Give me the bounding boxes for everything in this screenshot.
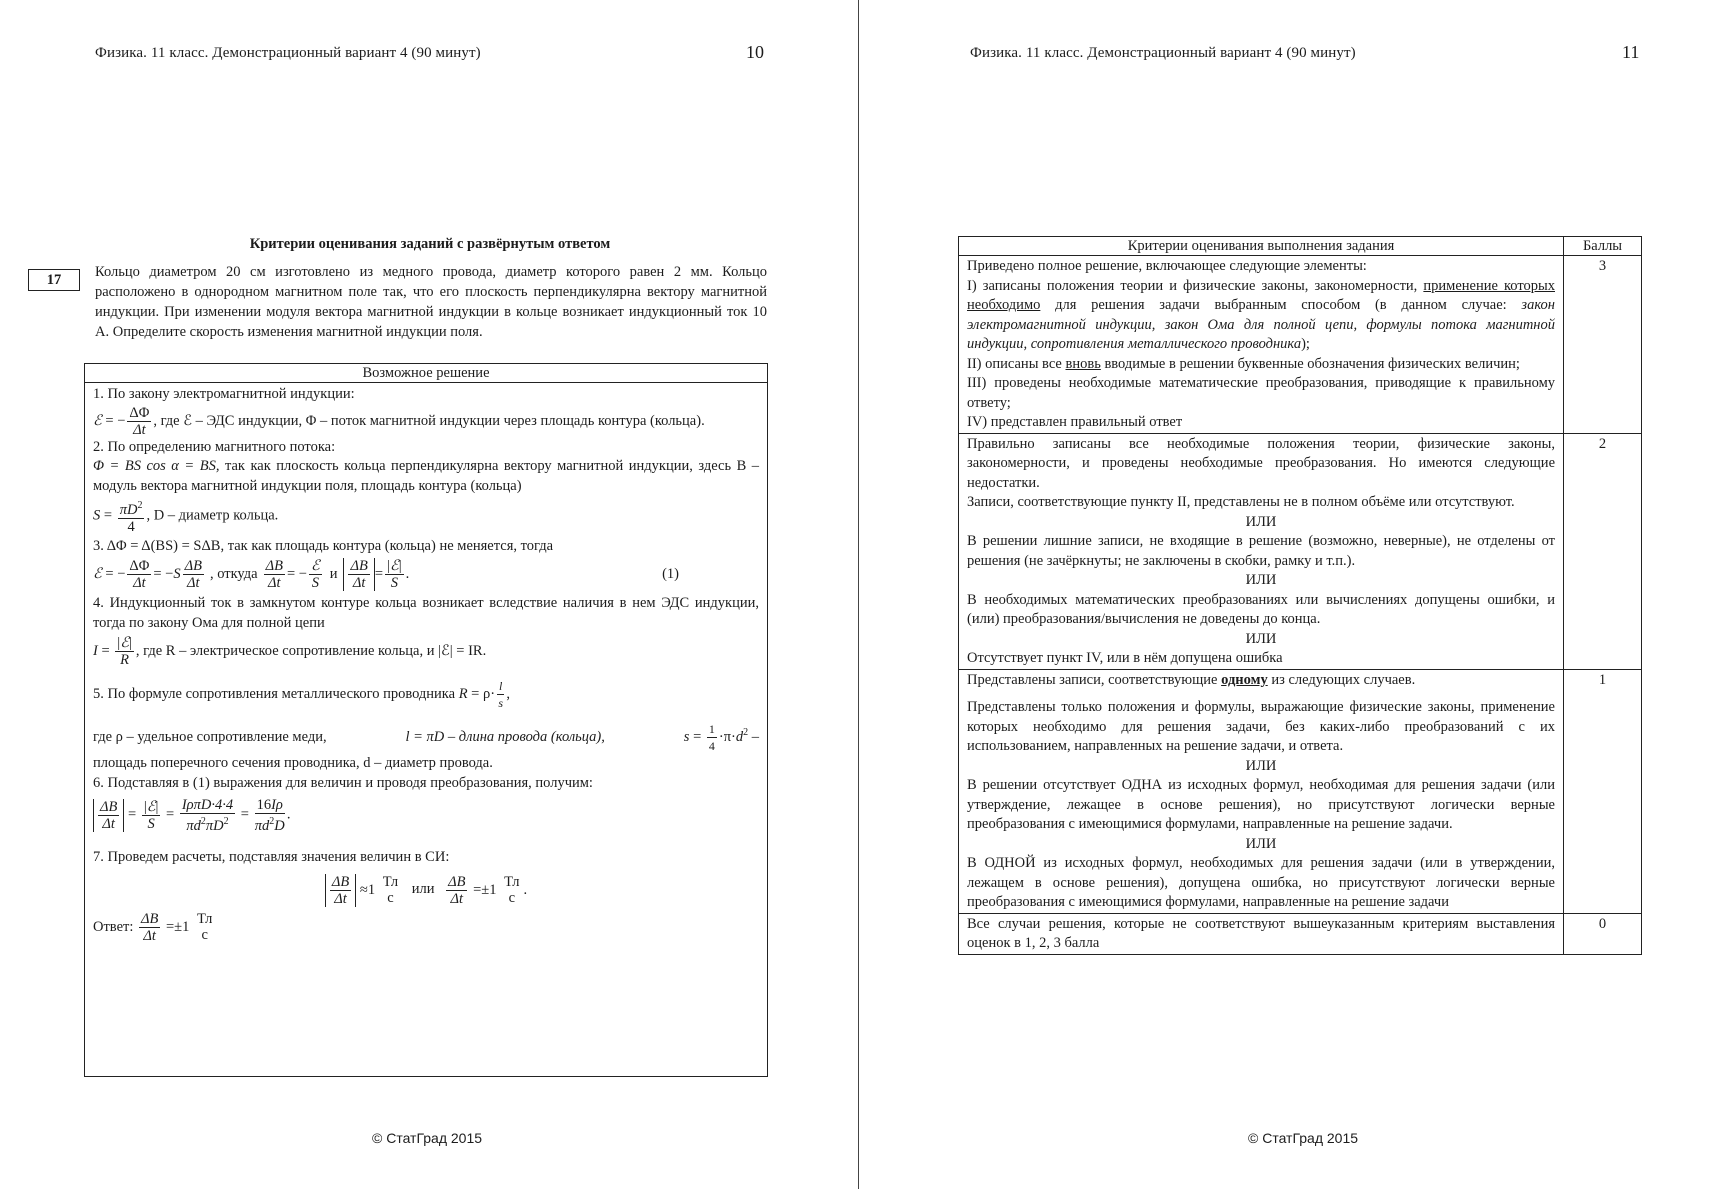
criteria-column-header: Критерии оценивания выполнения задания: [959, 237, 1564, 256]
step-1: 1. По закону электромагнитной индукции:: [93, 386, 355, 402]
section-title: Критерии оценивания заданий с развёрнутым ответом: [249, 236, 611, 252]
step-3: 3. ΔΦ = Δ(BS) = SΔB, так как площадь контура (кольца) не меняется, тогда: [93, 537, 554, 554]
points-column-header: Баллы: [1564, 237, 1642, 256]
criteria-cell-0: Все случаи решения, которые не соответствуют вышеуказанным критериям выставления оценок в 1, 2, 3 балла: [959, 913, 1564, 954]
criteria-cell-1: Представлены записи, соответствующие одному из следующих случаев. Представлены только положения и формулы, выражающие физические законы, применение которых необходимо для решения задачи, без каких-либо преобразований с их использованием, направленных на решение задачи, и ответа. ИЛИ В решении отсутствует ОДНА из исходных формул, необходимая для решения задачи (или утверждение, лежащее в основе решения), но присутствуют логически верные преобразования с имеющимися формулами, направленные на решение задачи. ИЛИ В ОДНОЙ из исходных формул, необходимых для решения задачи (или в утверждении, лежащем в основе решения), допущена ошибка, но присутствуют логически верные преобразования с имеющимися формулами, направленные на решение задачи: [959, 669, 1564, 913]
equation-number: (1): [662, 566, 679, 583]
score-cell: 0: [1564, 913, 1642, 954]
score-cell: 3: [1564, 256, 1642, 434]
page-divider: [858, 0, 859, 1189]
solution-body: [85, 383, 767, 944]
page-footer: © СтатГрад 2015: [1248, 1130, 1359, 1146]
solution-box: [84, 363, 768, 1077]
step-7-formula: $\frac{\Delta B}{\Delta t}$ ≈1 Тл с или $\frac{\Delta B}{\Delta t}$ =±1 Тл с .: [93, 874, 759, 907]
answer: Ответ: $\frac{\Delta B}{\Delta t}$ =±1 Тл с: [93, 910, 213, 944]
step-3-formula: ℰ = − $\frac{\Delta\Phi}{\Delta t}$ = −S $\frac{\Delta B}{\Delta t}$ , откуда ΔB Δt = − ℰ S и $\frac{\Delta B}{\Delta t}$ = |ℰ| S . (1): [93, 558, 679, 592]
page-header: Физика. 11 класс. Демонстрационный вариант 4 (90 минут): [95, 45, 481, 61]
score-cell: 1: [1564, 669, 1642, 913]
table-row: [959, 256, 1642, 434]
step-5: 5. По формуле сопротивления металлического проводника R = ρ· $\frac{l}{s}$ ,: [93, 679, 511, 711]
task-condition: Кольцо диаметром 20 см изготовлено из медного провода, диаметр которого равен 2 мм. Кольцо расположено в однородном магнитном поле так, что его плоскость перпендикулярна вектору магнитной индукции. При изменении модуля вектора магнитной индукции в кольце возникает индукционный ток 10 А. Определите скорость изменения магнитной индукции поля.: [95, 264, 767, 340]
step-6: 6. Подставляя в (1) выражения для величин и проводя преобразования, получим:: [93, 774, 593, 791]
page-header: Физика. 11 класс. Демонстрационный вариант 4 (90 минут): [970, 45, 1356, 61]
table-row: [959, 433, 1642, 669]
criteria-table: [958, 236, 1642, 955]
step-5-line2: где ρ – удельное сопротивление меди, l = πD – длина провода (кольца), s = $\frac{1}{4}$ $\cdot\pi\cdot d^2$ –: [93, 722, 759, 754]
task-number: 17: [28, 269, 80, 291]
step-1-formula: ℰ = − $\frac{\Delta\Phi}{\Delta t}$ , где ℰ – ЭДС индукции, Φ – поток магнитной индукции через площадь контура (кольца).: [93, 404, 705, 438]
step-6-formula: $\frac{\Delta B}{\Delta t}$ = |ℰ| S = IρπD·4·4 $\pi d^2\pi D^2$ = $\frac{16I\rho}{\pi d^2D}$ .: [93, 797, 759, 834]
step-7: 7. Проведем расчеты, подставляя значения величин в СИ:: [93, 849, 450, 866]
step-2-area: S = $\frac{\pi D^2}{4}$ , D – диаметр кольца.: [93, 500, 279, 535]
criteria-cell-2: Правильно записаны все необходимые положения теории, физические законы, закономерности, и проведены необходимые преобразования. Но имеются следующие недостатки. Записи, соответствующие пункту II, представлены не в полном объёме или отсутствуют. ИЛИ В решении лишние записи, не входящие в решение (возможно, неверные), не отделены от решения (не зачёркнуты; не заключены в скобки, рамку и т.п.). ИЛИ В необходимых математических преобразованиях или вычислениях допущены ошибки, и (или) преобразования/вычисления не доведены до конца. ИЛИ Отсутствует пункт IV, или в нём допущена ошибка: [959, 433, 1564, 669]
step-4-formula: I = |ℰ| R , где R – электрическое сопротивление кольца, и |ℰ| = IR.: [93, 635, 487, 669]
page-footer: © СтатГрад 2015: [372, 1130, 483, 1146]
solution-header: Возможное решение: [85, 364, 767, 383]
table-row: [959, 913, 1642, 954]
step-2-text: Φ = BS cos α = BS, так как плоскость кольца перпендикулярна вектору магнитной индукции, здесь B – модуль вектора магнитной индукции поля, площадь контура (кольца): [93, 458, 760, 494]
step-5-line3: площадь поперечного сечения проводника, d – диаметр провода.: [93, 755, 493, 772]
step-2: 2. По определению магнитного потока:: [93, 438, 336, 455]
table-row: [959, 669, 1642, 913]
score-cell: 2: [1564, 433, 1642, 669]
page-number: 10: [746, 42, 764, 62]
step-4: 4. Индукционный ток в замкнутом контуре кольца возникает вследствие наличия в нем ЭДС индукции, тогда по закону Ома для полной цепи: [93, 595, 759, 631]
page-number: 11: [1622, 42, 1640, 62]
left-page: [0, 0, 858, 1189]
criteria-cell-3: Приведено полное решение, включающее следующие элементы: I) записаны положения теории и физические законы, закономерности, применение которых необходимо для решения задачи выбранным способом (в данном случае: закон электромагнитной индукции, закон Ома для полной цепи, формулы потока магнитной индукции, сопротивления металлического проводника); II) описаны все вновь вводимые в решении буквенные обозначения физических величин; III) проведены необходимые математические преобразования, приводящие к правильному ответу; IV) представлен правильный ответ: [959, 256, 1564, 434]
table-header-row: [959, 237, 1642, 256]
